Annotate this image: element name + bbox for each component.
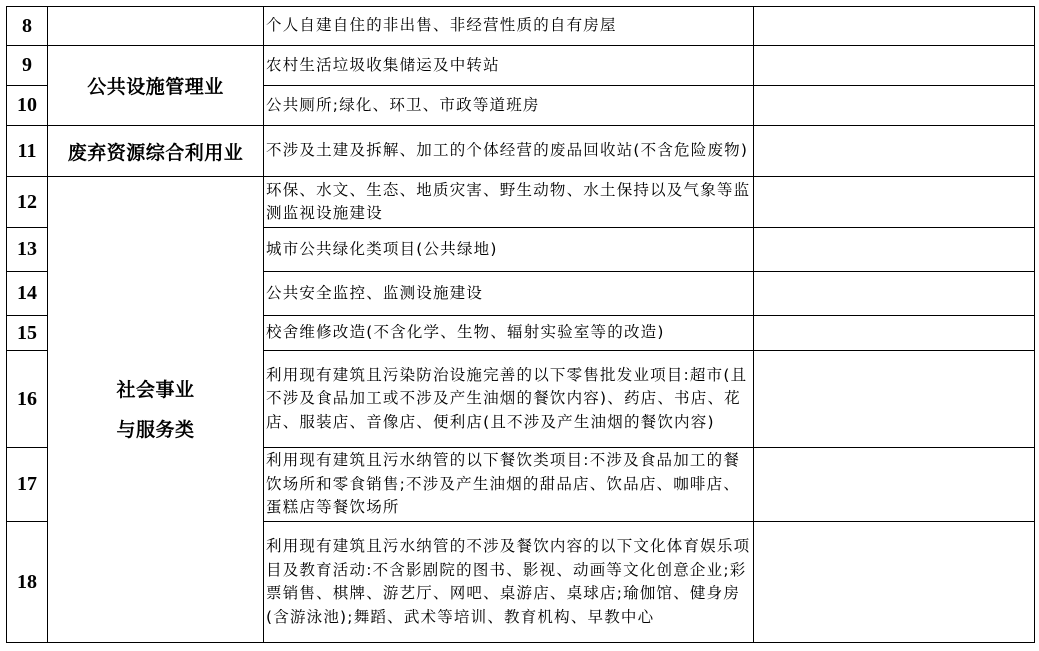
- category-cell: 公共设施管理业: [48, 46, 264, 126]
- category-table: [6, 6, 1035, 643]
- row-number: 12: [7, 177, 48, 228]
- blank-cell: [754, 448, 1035, 522]
- category-cell: 废弃资源综合利用业: [48, 126, 264, 177]
- blank-cell: [754, 177, 1035, 228]
- table-row: [7, 177, 1035, 228]
- blank-cell: [754, 7, 1035, 46]
- row-number: 14: [7, 272, 48, 316]
- blank-cell: [754, 316, 1035, 351]
- blank-cell: [754, 86, 1035, 126]
- category-line: 与服务类: [116, 418, 195, 441]
- description-cell: 利用现有建筑且污染防治设施完善的以下零售批发业项目:超市(且不涉及食品加工或不涉及产生油烟的餐饮内容)、药店、书店、花店、服装店、音像店、便利店(且不涉及产生油烟的餐饮内容): [264, 351, 754, 448]
- description-cell: 个人自建自住的非出售、非经营性质的自有房屋: [264, 7, 754, 46]
- blank-cell: [754, 46, 1035, 86]
- description-cell: 利用现有建筑且污水纳管的不涉及餐饮内容的以下文化体育娱乐项目及教育活动:不含影剧院的图书、影视、动画等文化创意企业;彩票销售、棋牌、游艺厅、网吧、桌游店、桌球店;瑜伽馆、健身房(含游泳池);舞蹈、武术等培训、教育机构、早教中心: [264, 522, 754, 643]
- description-cell: 环保、水文、生态、地质灾害、野生动物、水土保持以及气象等监测监视设施建设: [264, 177, 754, 228]
- description-cell: 公共厕所;绿化、环卫、市政等道班房: [264, 86, 754, 126]
- category-cell: [48, 7, 264, 46]
- row-number: 18: [7, 522, 48, 643]
- row-number: 10: [7, 86, 48, 126]
- blank-cell: [754, 522, 1035, 643]
- blank-cell: [754, 228, 1035, 272]
- table-row: [7, 7, 1035, 46]
- table-row: [7, 46, 1035, 86]
- row-number: 13: [7, 228, 48, 272]
- description-cell: 利用现有建筑且污水纳管的以下餐饮类项目:不涉及食品加工的餐饮场所和零食销售;不涉及产生油烟的甜品店、饮品店、咖啡店、蛋糕店等餐饮场所: [264, 448, 754, 522]
- blank-cell: [754, 351, 1035, 448]
- blank-cell: [754, 126, 1035, 177]
- row-number: 9: [7, 46, 48, 86]
- description-cell: 农村生活垃圾收集储运及中转站: [264, 46, 754, 86]
- row-number: 17: [7, 448, 48, 522]
- table-row: [7, 126, 1035, 177]
- description-cell: 公共安全监控、监测设施建设: [264, 272, 754, 316]
- row-number: 11: [7, 126, 48, 177]
- row-number: 16: [7, 351, 48, 448]
- description-cell: 不涉及土建及拆解、加工的个体经营的废品回收站(不含危险废物): [264, 126, 754, 177]
- description-cell: 城市公共绿化类项目(公共绿地): [264, 228, 754, 272]
- row-number: 15: [7, 316, 48, 351]
- blank-cell: [754, 272, 1035, 316]
- category-line: 社会事业: [116, 378, 195, 401]
- row-number: 8: [7, 7, 48, 46]
- description-cell: 校舍维修改造(不含化学、生物、辐射实验室等的改造): [264, 316, 754, 351]
- category-cell: [48, 177, 264, 643]
